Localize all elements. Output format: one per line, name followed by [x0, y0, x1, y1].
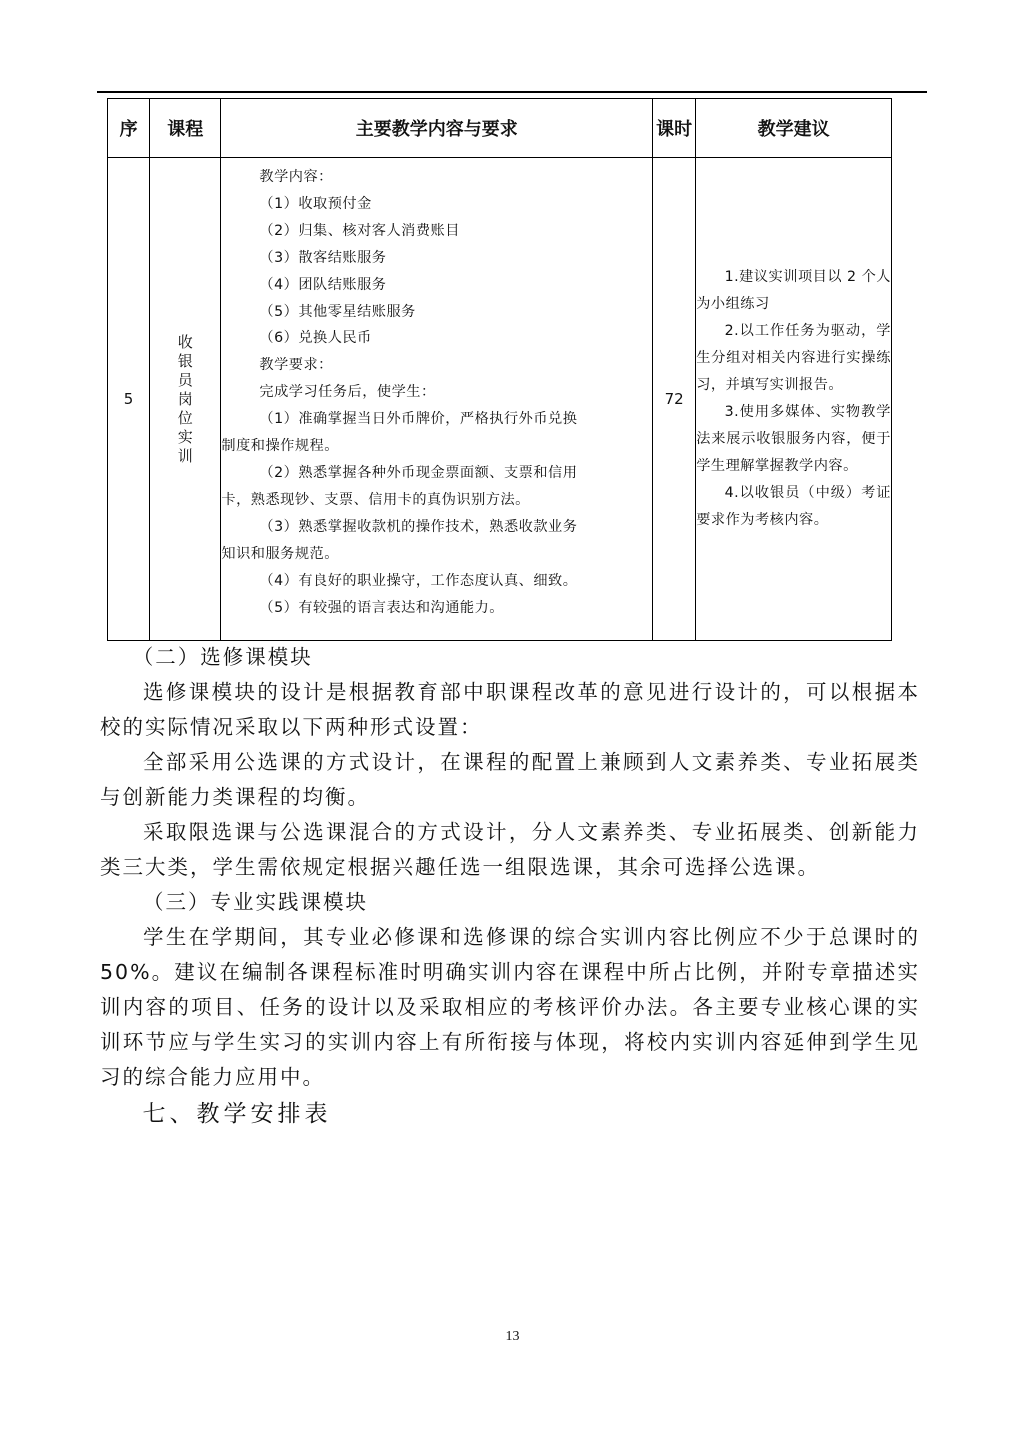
course-table	[107, 98, 892, 641]
header-no: 序	[108, 99, 150, 158]
header-course: 课程	[150, 99, 221, 158]
elective-paragraph: 全部采用公选课的方式设计，在课程的配置上兼顾到人文素养类、专业拓展类与创新能力类课程的均衡。	[100, 750, 920, 809]
elective-paragraph: 选修课模块的设计是根据教育部中职课程改革的意见进行设计的，可以根据本校的实际情况采取以下两种形式设置：	[100, 680, 920, 739]
header-rule	[97, 91, 927, 93]
advice-item: 1.建议实训项目以 2 个人为小组练习	[696, 269, 891, 313]
section-heading: 七、教学安排表	[142, 1101, 332, 1127]
content-line: （5）有较强的语言表达和沟通能力。	[259, 599, 504, 616]
content-line: 完成学习任务后，使学生：	[259, 384, 436, 401]
row-advice	[696, 158, 892, 641]
row-course: 收银员岗位实训	[177, 332, 193, 465]
page-number: 13	[505, 1329, 520, 1344]
advice-item: 3.使用多媒体、实物教学法来展示收银服务内容，便于学生理解掌握教学内容。	[696, 404, 891, 474]
content-line: （5）其他零星结账服务	[259, 303, 416, 320]
elective-paragraph: 采取限选课与公选课混合的方式设计，分人文素养类、专业拓展类、创新能力类三大类，学生需依规定根据兴趣任选一组限选课，其余可选择公选课。	[100, 820, 920, 879]
content-line: （4）团队结账服务	[259, 276, 387, 293]
content-line: 卡，熟悉现钞、支票、信用卡的真伪识别方法。	[221, 491, 530, 508]
advice-item: 4.以收银员（中级）考证要求作为考核内容。	[696, 484, 891, 528]
content-line: 教学要求：	[259, 357, 333, 374]
practice-paragraph: 学生在学期间，其专业必修课和选修课的综合实训内容比例应不少于总课时的 50%。建议在编制各课程标准时明确实训内容在课程中所占比例，并附专章描述实训内容的项目、任务的设计以及采取相应的考核评价办法。各主要专业核心课的实训环节应与学生实习的实训内容上有所衔接与体现，将校内实训内容延伸到学生见习的综合能力应用中。	[100, 925, 920, 1089]
header-content: 主要教学内容与要求	[221, 99, 653, 158]
content-lines	[221, 164, 652, 621]
advice-item: 2.以工作任务为驱动，学生分组对相关内容进行实操练习，并填写实训报告。	[696, 323, 891, 394]
content-line: （1）准确掌握当日外币牌价，严格执行外币兑换	[259, 411, 578, 428]
content-line: （2）熟悉掌握各种外币现金票面额、支票和信用	[259, 464, 578, 481]
row-hours: 72	[653, 158, 696, 641]
practice-heading: （三）专业实践课模块	[143, 890, 369, 914]
body-section	[100, 640, 920, 1132]
content-line: 教学内容：	[259, 169, 333, 185]
content-line: （3）熟悉掌握收款机的操作技术，熟悉收款业务	[259, 518, 578, 535]
content-line: （3）散客结账服务	[259, 249, 387, 266]
content-line: 制度和操作规程。	[221, 438, 339, 455]
content-line: （6）兑换人民币	[259, 330, 372, 347]
header-advice: 教学建议	[696, 99, 892, 158]
row-course-cell	[150, 158, 221, 641]
elective-heading: （二）选修课模块	[132, 645, 313, 669]
table-header-row	[108, 99, 892, 158]
row-no: 5	[108, 158, 150, 641]
content-line: （4）有良好的职业操守，工作态度认真、细致。	[259, 572, 578, 589]
content-line: 知识和服务规范。	[221, 545, 339, 562]
table-row	[108, 158, 892, 641]
header-hours: 课时	[653, 99, 696, 158]
content-line: （1）收取预付金	[259, 195, 372, 212]
content-line: （2）归集、核对客人消费账目	[259, 222, 460, 239]
row-content	[221, 158, 653, 641]
